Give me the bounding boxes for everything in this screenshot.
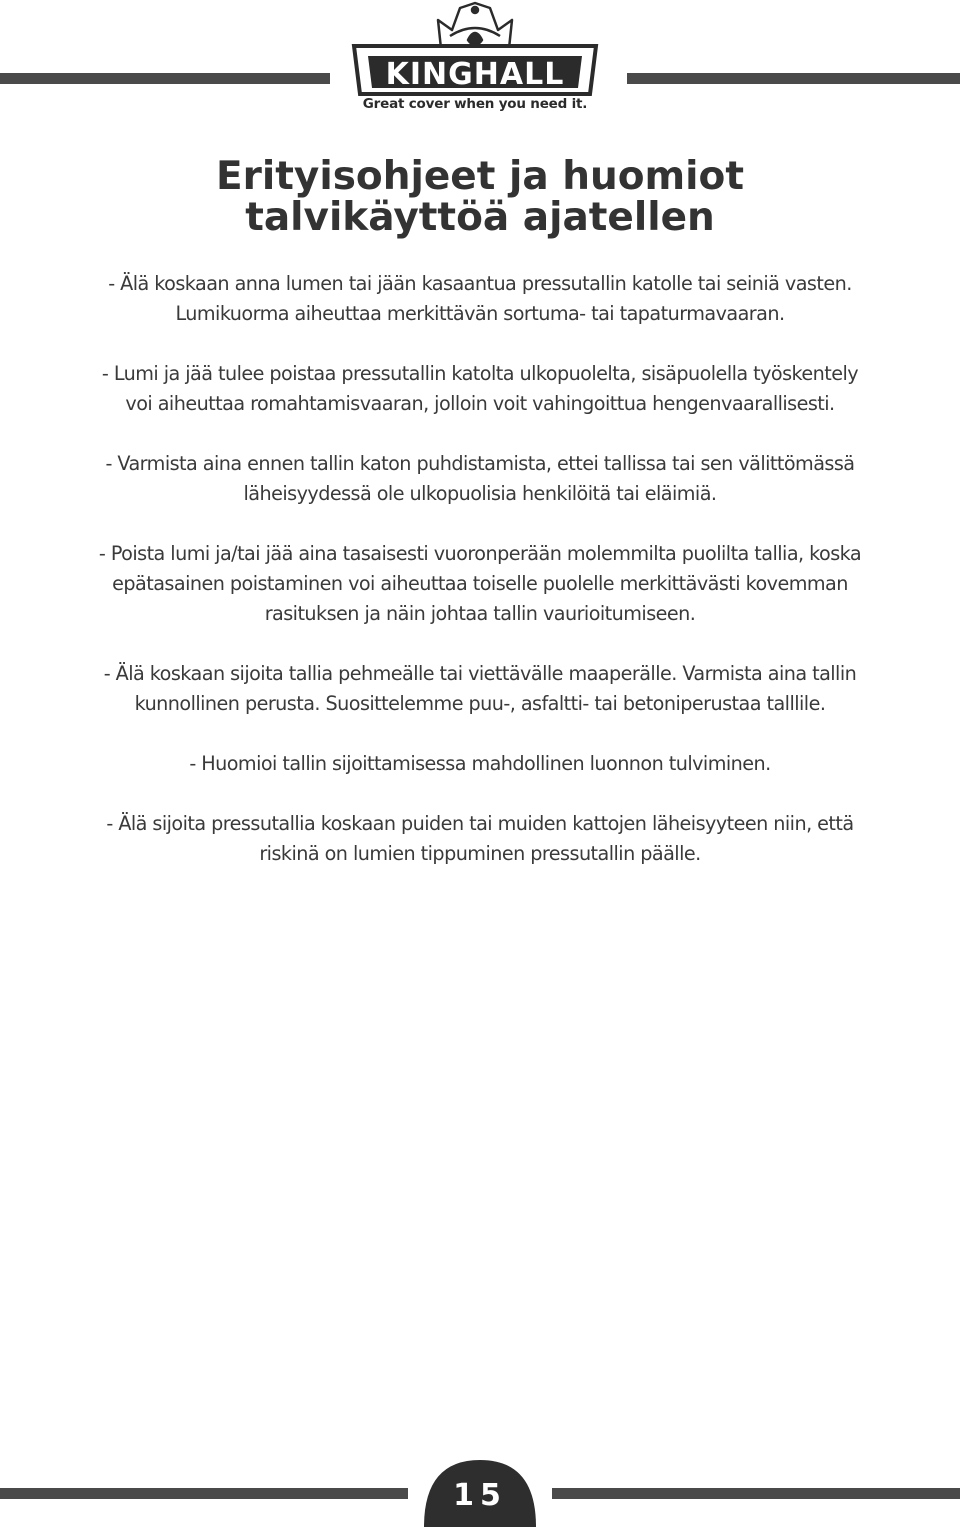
instruction-line: - Älä koskaan sijoita tallia pehmeälle tai viettävälle maaperälle. Varmista aina tallin [103, 662, 857, 685]
instruction-item [0, 539, 960, 629]
instruction-line: Lumikuorma aiheuttaa merkittävän sortuma- tai tapaturmavaaran. [175, 302, 785, 325]
crown-icon [340, 0, 610, 100]
instruction-line: riskinä on lumien tippuminen pressutallin päälle. [259, 842, 701, 865]
instruction-line: - Älä koskaan anna lumen tai jään kasaantua pressutallin katolle tai seiniä vasten. [108, 272, 852, 295]
brand-wordmark: KINGHALL [385, 57, 565, 92]
instruction-line: - Lumi ja jää tulee poistaa pressutallin katolta ulkopuolelta, sisäpuolella työskentely [101, 362, 859, 385]
title-line-2: talvikäyttöä ajatellen [245, 195, 715, 240]
instruction-item [0, 449, 960, 509]
instruction-line: - Varmista aina ennen tallin katon puhdistamista, ettei tallissa tai sen välittömässä [105, 452, 855, 475]
instruction-line: - Huomioi tallin sijoittamisessa mahdollinen luonnon tulviminen. [189, 752, 771, 775]
header-rule-right [627, 73, 960, 84]
instruction-line: voi aiheuttaa romahtamisvaaran, jolloin voit vahingoittua hengenvaarallisesti. [125, 392, 835, 415]
kinghall-logo [340, 0, 620, 120]
page-title [0, 156, 960, 238]
page-number-badge [424, 1460, 536, 1527]
page-number: 15 [453, 1478, 507, 1513]
instruction-line: kunnollinen perusta. Suosittelemme puu-, asfaltti- tai betoniperustaa talllile. [134, 692, 826, 715]
instructions-list [0, 269, 960, 899]
instruction-line: epätasainen poistaminen voi aiheuttaa toiselle puolelle merkittävästi kovemman [112, 572, 848, 595]
instruction-line: läheisyydessä ole ulkopuolisia henkilöitä tai eläimiä. [243, 482, 717, 505]
instruction-item [0, 749, 960, 779]
instruction-line: - Älä sijoita pressutallia koskaan puiden tai muiden kattojen läheisyyteen niin, että [106, 812, 854, 835]
instruction-item [0, 809, 960, 869]
instruction-line: - Poista lumi ja/tai jää aina tasaisesti vuoronperään molemmilta puolilta tallia, koska [98, 542, 862, 565]
instruction-item [0, 359, 960, 419]
tagline: Great cover when you need it. [362, 96, 588, 112]
footer-rule-right [552, 1488, 960, 1499]
instruction-item [0, 269, 960, 329]
instruction-item [0, 659, 960, 719]
footer-rule-left [0, 1488, 408, 1499]
header-rule-left [0, 73, 330, 84]
title-line-1: Erityisohjeet ja huomiot [216, 154, 744, 199]
instruction-line: rasituksen ja näin johtaa tallin vaurioitumiseen. [264, 602, 696, 625]
